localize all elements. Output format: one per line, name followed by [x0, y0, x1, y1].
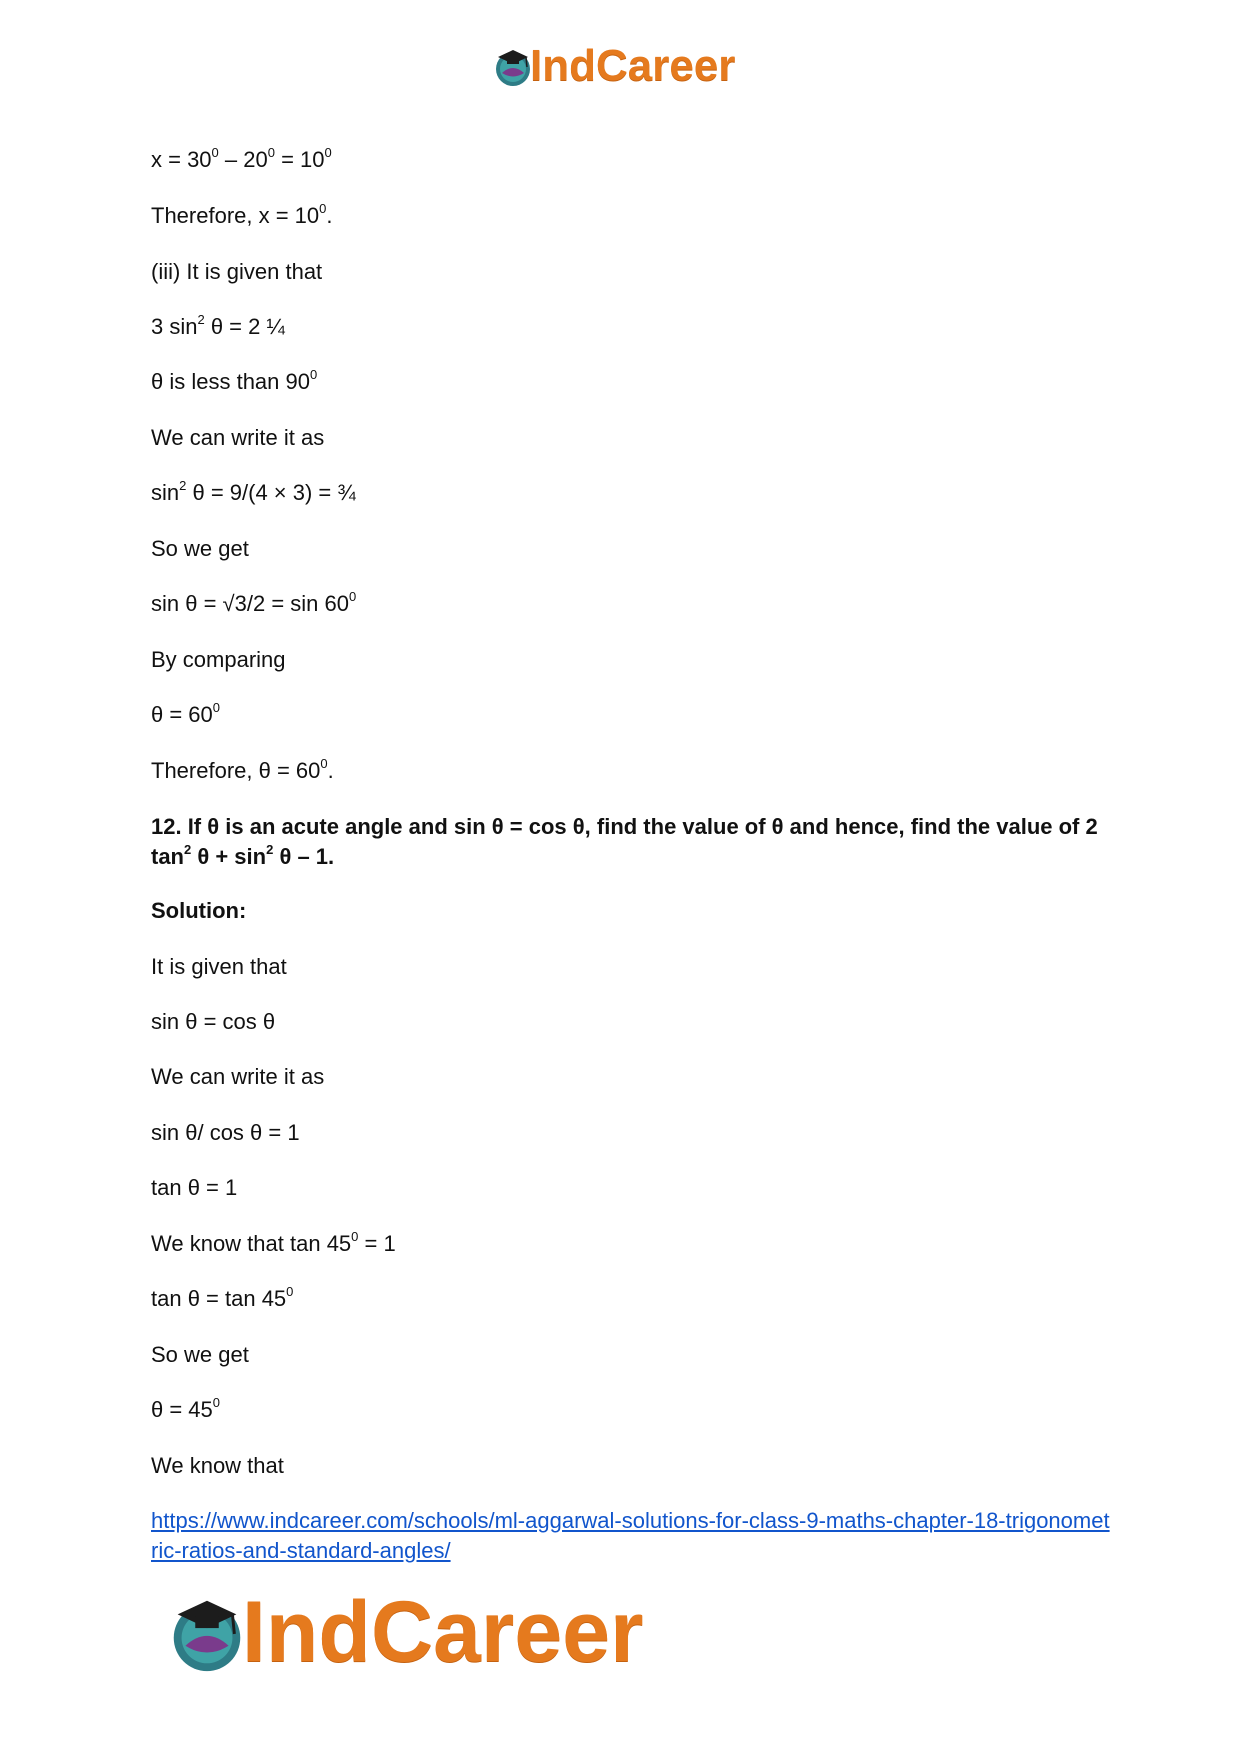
- text-line: $x = 30^0 - 20^0 = 10^0$: [151, 144, 332, 172]
- text-line: So we get: [151, 536, 249, 561]
- text-line: We can write it as: [151, 1064, 325, 1089]
- text-line: 3 $\sin^2 \theta = 2$ ¼: [151, 311, 285, 339]
- header-logo: [490, 40, 735, 92]
- footer-source-link[interactable]: https://www.indcareer.com/schools/ml-aggarwal-solutions-for-class-9-maths-chapter-18-trigonometric-ratios-and-standard-angles/: [151, 1508, 1110, 1563]
- text-line: By comparing: [151, 647, 286, 672]
- graduation-globe-icon: [162, 1587, 252, 1677]
- text-line: $\theta = 45^0$: [151, 1394, 221, 1422]
- text-line: sin θ/ cos θ = 1: [151, 1120, 300, 1145]
- text-line: θ is less than $90^0$: [151, 366, 318, 394]
- text-line: Therefore, $\theta = 60^0$.: [151, 755, 334, 783]
- text-line: We know that $\tan 45^0 = 1$: [151, 1228, 396, 1256]
- text-line: tan θ = 1: [151, 1175, 238, 1200]
- text-line: Therefore, $x = 10^0$.: [151, 200, 333, 228]
- text-line: We know that: [151, 1453, 284, 1478]
- footer-logo-text: IndCareer: [242, 1583, 644, 1680]
- text-line: sin θ = cos θ: [151, 1009, 276, 1034]
- question-heading: 12. If θ is an acute angle and sin θ = cos θ, find the value of θ and hence, find the value of 2 $\tan^2 \theta + \sin^2 \theta - 1$.: [151, 814, 1098, 869]
- text-line: $\sin^2 \theta = 9/(4 \times 3)$ = ¾: [151, 477, 356, 505]
- text-line: We can write it as: [151, 425, 325, 450]
- text-line: (iii) It is given that: [151, 259, 323, 284]
- text-line: $\sin \theta = √3/2 = \sin 60^0$: [151, 588, 357, 616]
- text-line: So we get: [151, 1342, 249, 1367]
- text-line: $\tan \theta = \tan 45^0$: [151, 1283, 294, 1311]
- header-logo-text: IndCareer: [530, 41, 736, 90]
- solution-heading: Solution:: [151, 898, 247, 923]
- text-line: It is given that: [151, 954, 287, 979]
- text-line: $\theta = 60^0$: [151, 699, 221, 727]
- footer-logo: [162, 1582, 644, 1682]
